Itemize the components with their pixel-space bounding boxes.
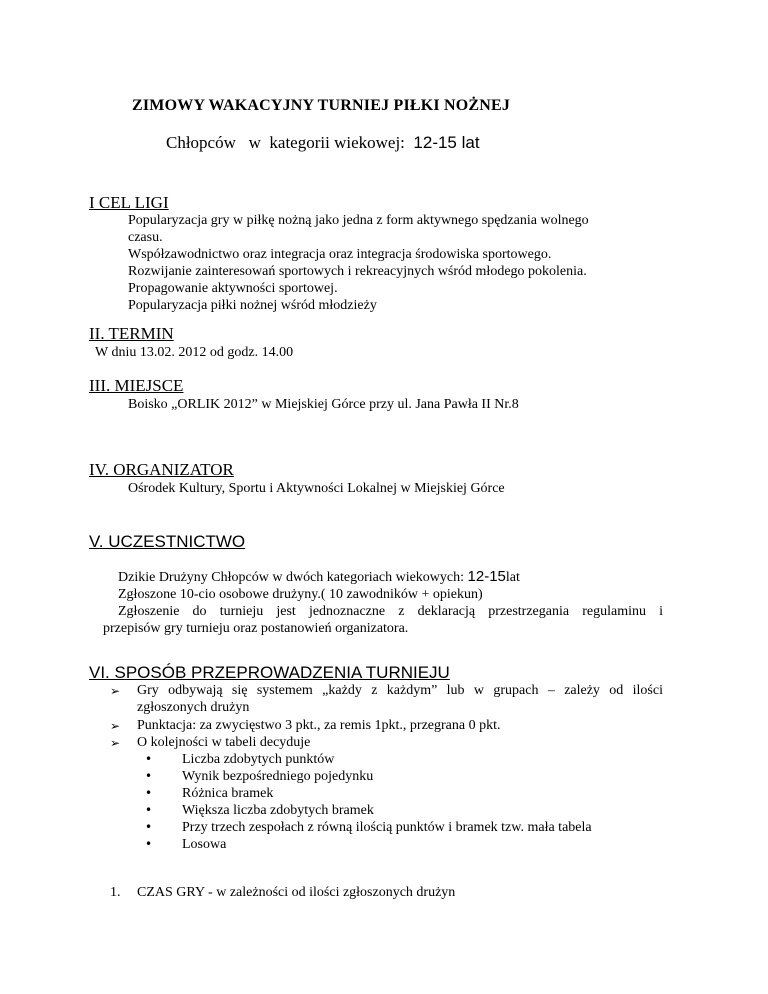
bullet-item: Liczba zdobytych punktów (182, 752, 335, 767)
cel-ligi-line: Propagowanie aktywności sportowej. (128, 281, 338, 296)
bullet-item: Wynik bezpośredniego pojedynku (182, 769, 374, 784)
section-heading-sposob: VI. SPOSÓB PRZEPROWADZENIA TURNIEJU (89, 663, 450, 682)
section-heading-uczestnictwo: V. UCZESTNICTWO (89, 532, 246, 551)
section-heading-cel-ligi: I CEL LIGI (89, 193, 169, 212)
czas-gry-text: CZAS GRY - w zależności od ilości zgłoszonych drużyn (137, 885, 456, 900)
cel-ligi-line: czasu. (128, 230, 163, 245)
bullet-item: Różnica bramek (182, 786, 274, 801)
cel-ligi-line: Popularyzacja gry w piłkę nożną jako jedna z form aktywnego spędzania wolnego (128, 213, 589, 228)
uczestnictwo-line: Zgłoszone 10-cio osobowe drużyny.( 10 zawodników + opiekun) (118, 587, 483, 602)
cel-ligi-line: Rozwijanie zainteresowań sportowych i rekreacyjnych wśród młodego pokolenia. (128, 264, 587, 279)
section-heading-organizator: IV. ORGANIZATOR (89, 460, 234, 479)
subtitle-prefix: Chłopców w kategorii wiekowej: (166, 133, 414, 152)
sposob-item: Gry odbywają się systemem „każdy z każdym” lub w grupach – zależy od ilości (137, 683, 663, 698)
arrow-bullet-icon: ➢ (110, 719, 121, 733)
numbered-item-number: 1. (110, 885, 121, 900)
arrow-bullet-icon: ➢ (110, 736, 121, 750)
bullet-icon: • (145, 837, 153, 851)
document-title: ZIMOWY WAKACYJNY TURNIEJ PIŁKI NOŻNEJ (132, 97, 511, 114)
section-heading-termin: II. TERMIN (89, 324, 174, 343)
bullet-item: Większa liczba zdobytych bramek (182, 803, 374, 818)
cel-ligi-line: Współzawodnictwo oraz integracja oraz integracja środowiska sportowego. (128, 247, 552, 262)
organizator-text: Ośrodek Kultury, Sportu i Aktywności Lokalnej w Miejskiej Górce (128, 481, 505, 496)
bullet-icon: • (145, 803, 153, 817)
bullet-icon: • (145, 786, 153, 800)
subtitle-age: 12-15 lat (413, 133, 480, 152)
miejsce-text: Boisko „ORLIK 2012” w Miejskiej Górce przy ul. Jana Pawła II Nr.8 (128, 397, 519, 412)
uczestnictwo-line: przepisów gry turnieju oraz postanowień organizatora. (103, 621, 409, 636)
uczestnictwo-line1-prefix: Dzikie Drużyny Chłopców w dwóch kategoriach wiekowych: (118, 570, 468, 585)
section-heading-miejsce: III. MIEJSCE (89, 376, 184, 395)
arrow-bullet-icon: ➢ (110, 684, 121, 698)
sposob-item: O kolejności w tabeli decyduje (137, 735, 311, 750)
uczestnictwo-line1-age: 12-15 (467, 568, 506, 585)
sposob-item: Punktacja: za zwycięstwo 3 pkt., za remis 1pkt., przegrana 0 pkt. (137, 718, 501, 733)
bullet-item: Przy trzech zespołach z równą ilością punktów i bramek tzw. mała tabela (182, 820, 592, 835)
sposob-item-continuation: zgłoszonych drużyn (137, 700, 250, 715)
uczestnictwo-line (118, 568, 520, 586)
bullet-icon: • (145, 752, 153, 766)
bullet-icon: • (145, 820, 153, 834)
bullet-item: Losowa (182, 837, 227, 852)
document-subtitle (166, 133, 480, 153)
cel-ligi-line: Popularyzacja piłki nożnej wśród młodzieży (128, 298, 377, 313)
bullet-icon: • (145, 769, 153, 783)
uczestnictwo-line1-suffix: lat (505, 570, 520, 585)
uczestnictwo-line: Zgłoszenie do turnieju jest jednoznaczne z deklaracją przestrzegania regulaminu i (118, 604, 663, 619)
termin-text: W dniu 13.02. 2012 od godz. 14.00 (95, 345, 294, 360)
